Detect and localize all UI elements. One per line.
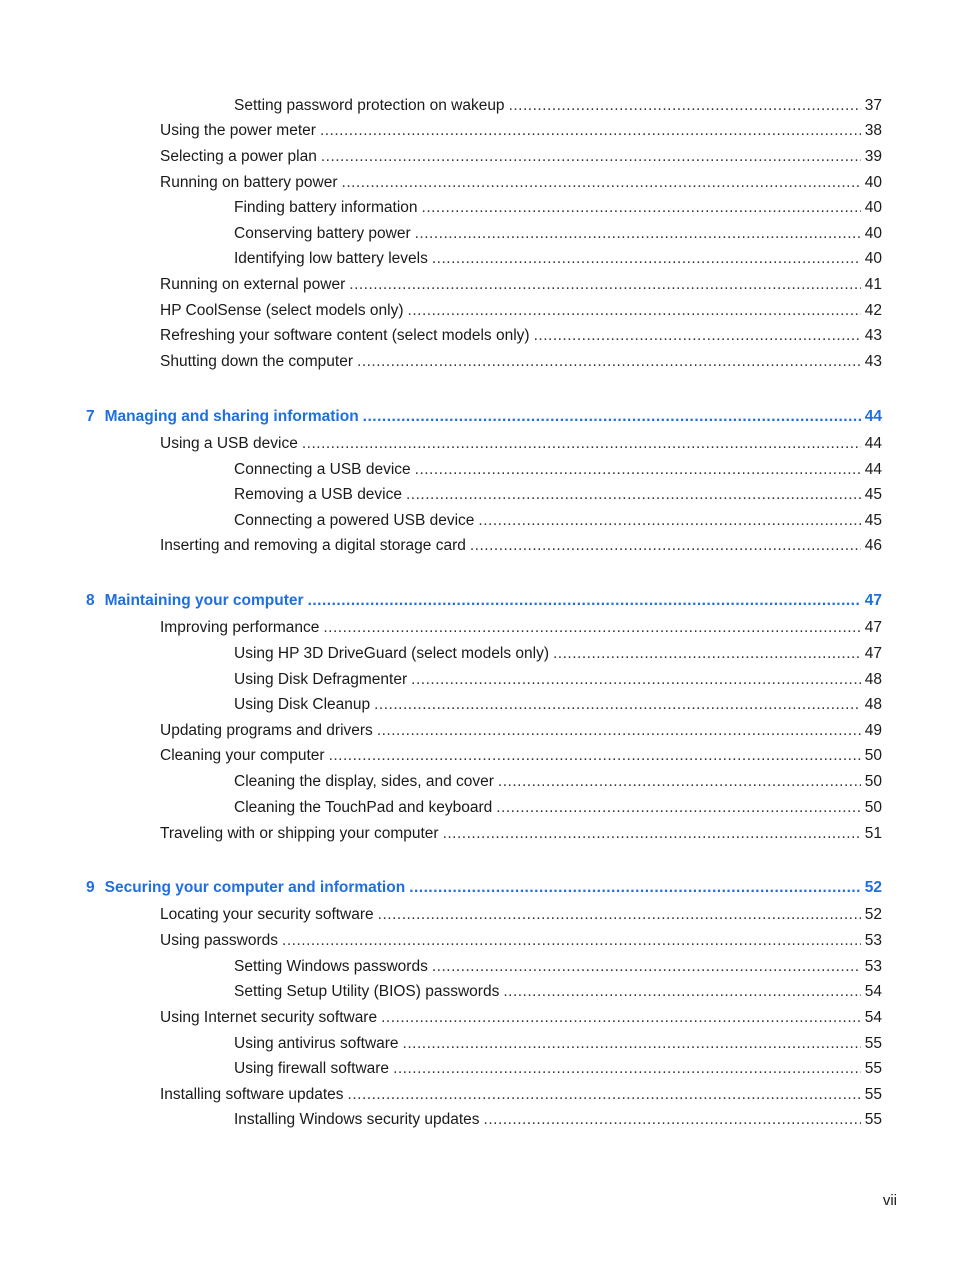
toc-entry[interactable] xyxy=(160,352,882,372)
toc-entry[interactable] xyxy=(234,957,882,977)
toc-entry-title: Cleaning the TouchPad and keyboard xyxy=(234,799,493,816)
dot-leader xyxy=(503,982,860,1002)
toc-entry[interactable] xyxy=(234,198,882,218)
dot-leader xyxy=(553,644,861,664)
dot-leader xyxy=(415,460,861,480)
toc-entry[interactable] xyxy=(234,670,882,690)
toc-entry-title: Updating programs and drivers xyxy=(160,722,373,739)
toc-entry-page-number: 44 xyxy=(864,435,882,452)
dot-leader xyxy=(432,957,861,977)
dot-leader xyxy=(357,352,861,372)
dot-leader xyxy=(342,173,861,193)
toc-entry[interactable] xyxy=(160,275,882,295)
toc-entry-title: Shutting down the computer xyxy=(160,353,354,370)
dot-leader xyxy=(377,721,861,741)
toc-entry-title: Inserting and removing a digital storage card xyxy=(160,537,466,554)
toc-entry-page-number: 54 xyxy=(864,1009,882,1026)
toc-entry-page-number: 44 xyxy=(864,461,882,478)
toc-entry[interactable] xyxy=(160,536,882,556)
toc-entry[interactable] xyxy=(160,434,882,454)
toc-entry[interactable] xyxy=(234,485,882,505)
dot-leader xyxy=(323,618,860,638)
toc-entry-page-number: 43 xyxy=(864,327,882,344)
toc-entry-title: Using antivirus software xyxy=(234,1035,399,1052)
toc-entry-title: Connecting a powered USB device xyxy=(234,512,475,529)
toc-entry-title: Setting password protection on wakeup xyxy=(234,97,505,114)
toc-entry-title: Using Disk Cleanup xyxy=(234,696,371,713)
dot-leader xyxy=(348,1085,861,1105)
toc-entry-title: Selecting a power plan xyxy=(160,148,317,165)
toc-chapter-number: 9 xyxy=(86,879,95,896)
toc-entry[interactable] xyxy=(234,96,882,116)
toc-entry[interactable] xyxy=(160,931,882,951)
toc-entry-page-number: 50 xyxy=(864,799,882,816)
toc-entry-title: Running on external power xyxy=(160,276,346,293)
dot-leader xyxy=(282,931,861,951)
toc-entry-page-number: 43 xyxy=(864,353,882,370)
toc-entry-page-number: 40 xyxy=(864,199,882,216)
toc-entry-title: Using Disk Defragmenter xyxy=(234,671,408,688)
toc-entry[interactable] xyxy=(234,460,882,480)
toc-entry-page-number: 45 xyxy=(864,486,882,503)
dot-leader xyxy=(432,249,861,269)
dot-leader xyxy=(308,591,861,611)
toc-entry-page-number: 47 xyxy=(864,645,882,662)
dot-leader xyxy=(302,434,861,454)
toc-entry[interactable] xyxy=(234,772,882,792)
toc-entry-page-number: 47 xyxy=(864,619,882,636)
toc-entry-page-number: 48 xyxy=(864,671,882,688)
toc-entry-page-number: 46 xyxy=(864,537,882,554)
toc-entry-title: Using HP 3D DriveGuard (select models only) xyxy=(234,645,549,662)
toc-entry-page-number: 40 xyxy=(864,174,882,191)
toc-entry-title: Using Internet security software xyxy=(160,1009,378,1026)
toc-entry-title: HP CoolSense (select models only) xyxy=(160,302,404,319)
toc-entry[interactable] xyxy=(160,301,882,321)
toc-entry-title: Securing your computer and information xyxy=(104,879,406,896)
dot-leader xyxy=(378,905,861,925)
toc-entry[interactable] xyxy=(160,1008,882,1028)
toc-entry-page-number: 50 xyxy=(864,773,882,790)
toc-entry-page-number: 39 xyxy=(864,148,882,165)
toc-entry-page-number: 49 xyxy=(864,722,882,739)
toc-entry-page-number: 55 xyxy=(864,1035,882,1052)
toc-entry-page-number: 45 xyxy=(864,512,882,529)
toc-entry-title: Using firewall software xyxy=(234,1060,390,1077)
toc-entry-page-number: 40 xyxy=(864,250,882,267)
page-number-footer: vii xyxy=(882,1192,897,1209)
dot-leader xyxy=(443,824,861,844)
toc-entry-title: Removing a USB device xyxy=(234,486,402,503)
dot-leader xyxy=(411,670,861,690)
toc-entry-title: Connecting a USB device xyxy=(234,461,411,478)
toc-entry-page-number: 42 xyxy=(864,302,882,319)
toc-chapter-number: 7 xyxy=(86,408,95,425)
toc-entry-page-number: 41 xyxy=(864,276,882,293)
toc-entry[interactable] xyxy=(234,982,882,1002)
toc-entry[interactable] xyxy=(234,511,882,531)
dot-leader xyxy=(470,536,861,556)
toc-entry-title: Maintaining your computer xyxy=(104,592,304,609)
dot-leader xyxy=(422,198,861,218)
toc-entry[interactable] xyxy=(160,1085,882,1105)
toc-entry[interactable] xyxy=(160,121,882,141)
dot-leader xyxy=(393,1059,861,1079)
toc-entry-page-number: 55 xyxy=(864,1086,882,1103)
toc-entry-page-number: 48 xyxy=(864,696,882,713)
toc-entry-title: Improving performance xyxy=(160,619,320,636)
toc-entry[interactable] xyxy=(160,618,882,638)
toc-entry-page-number: 50 xyxy=(864,747,882,764)
toc-chapter-entry[interactable] xyxy=(86,591,882,611)
toc-entry-page-number: 55 xyxy=(864,1111,882,1128)
dot-leader xyxy=(409,878,861,898)
toc-entry-title: Cleaning your computer xyxy=(160,747,325,764)
toc-entry-page-number: 47 xyxy=(864,592,882,609)
toc-entry-title: Running on battery power xyxy=(160,174,338,191)
toc-entry-title: Locating your security software xyxy=(160,906,374,923)
dot-leader xyxy=(406,485,861,505)
dot-leader xyxy=(329,746,861,766)
toc-entry[interactable] xyxy=(160,326,882,346)
toc-entry-title: Installing Windows security updates xyxy=(234,1111,480,1128)
toc-entry[interactable] xyxy=(160,824,882,844)
toc-entry-title: Finding battery information xyxy=(234,199,418,216)
toc-entry-page-number: 52 xyxy=(864,906,882,923)
toc-entry-title: Installing software updates xyxy=(160,1086,344,1103)
dot-leader xyxy=(320,121,861,141)
toc-entry-title: Using passwords xyxy=(160,932,279,949)
toc-entry-page-number: 44 xyxy=(864,408,882,425)
toc-entry-title: Refreshing your software content (select models only) xyxy=(160,327,530,344)
toc-entry-page-number: 53 xyxy=(864,932,882,949)
toc-entry[interactable] xyxy=(234,249,882,269)
dot-leader xyxy=(363,407,861,427)
toc-entry-page-number: 54 xyxy=(864,983,882,1000)
toc-chapter-entry[interactable] xyxy=(86,878,882,898)
dot-leader xyxy=(498,772,861,792)
toc-entry-title: Traveling with or shipping your computer xyxy=(160,825,439,842)
dot-leader xyxy=(509,96,861,116)
toc-entry[interactable] xyxy=(234,1059,882,1079)
toc-entry-title: Setting Windows passwords xyxy=(234,958,428,975)
dot-leader xyxy=(415,224,861,244)
toc-entry-page-number: 55 xyxy=(864,1060,882,1077)
dot-leader xyxy=(534,326,861,346)
toc-entry[interactable] xyxy=(234,224,882,244)
toc-entry-page-number: 51 xyxy=(864,825,882,842)
toc-entry-title: Using the power meter xyxy=(160,122,316,139)
toc-entry[interactable] xyxy=(234,1110,882,1130)
dot-leader xyxy=(381,1008,861,1028)
dot-leader xyxy=(403,1034,861,1054)
toc-entry[interactable] xyxy=(234,798,882,818)
toc-entry[interactable] xyxy=(160,721,882,741)
toc-entry[interactable] xyxy=(234,1034,882,1054)
toc-entry[interactable] xyxy=(160,746,882,766)
dot-leader xyxy=(484,1110,861,1130)
toc-entry-title: Using a USB device xyxy=(160,435,298,452)
toc-entry[interactable] xyxy=(160,173,882,193)
toc-entry-page-number: 37 xyxy=(864,97,882,114)
toc-entry-title: Setting Setup Utility (BIOS) passwords xyxy=(234,983,500,1000)
dot-leader xyxy=(408,301,861,321)
toc-entry-title: Managing and sharing information xyxy=(104,408,359,425)
toc-entry[interactable] xyxy=(160,147,882,167)
toc-entry[interactable] xyxy=(234,695,882,715)
toc-entry[interactable] xyxy=(160,905,882,925)
toc-entry[interactable] xyxy=(234,644,882,664)
toc-entry-title: Conserving battery power xyxy=(234,225,411,242)
toc-entry-title: Cleaning the display, sides, and cover xyxy=(234,773,494,790)
toc-chapter-entry[interactable] xyxy=(86,407,882,427)
dot-leader xyxy=(321,147,861,167)
toc-entry-page-number: 40 xyxy=(864,225,882,242)
dot-leader xyxy=(478,511,860,531)
dot-leader xyxy=(496,798,861,818)
dot-leader xyxy=(349,275,860,295)
toc-entry-page-number: 52 xyxy=(864,879,882,896)
toc-entry-page-number: 53 xyxy=(864,958,882,975)
dot-leader xyxy=(374,695,861,715)
toc-entry-title: Identifying low battery levels xyxy=(234,250,428,267)
toc-chapter-number: 8 xyxy=(86,592,95,609)
toc-entry-page-number: 38 xyxy=(864,122,882,139)
